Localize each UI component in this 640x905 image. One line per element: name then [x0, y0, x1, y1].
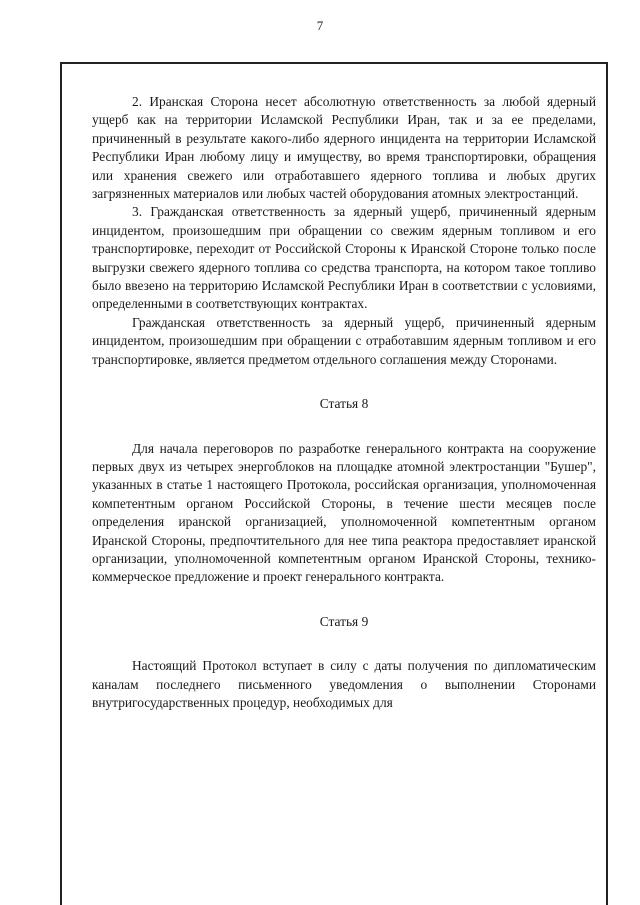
paragraph-3: 3. Гражданская ответственность за ядерный ущерб, причиненный ядерным инцидентом, произошедшим при обращении со свежим ядерным топливом и его транспортировке, переходит от Российской Стороны к Иранской Стороне только после выгрузки свежего ядерного топлива со средства транспорта, на котором такое топливо было ввезено на территорию Исламской Республики Иран в соответствии с условиями, определенными в соответствующих контрактах.	[92, 204, 596, 312]
paragraph-2: 2. Иранская Сторона несет абсолютную ответственность за любой ядерный ущерб как на территории Исламской Республики Иран, так и за ее пределами, причиненный в результате какого-либо ядерного инцидента на территории Исламской Республики Иран любому лицу и имуществу, во время транспортировки, обращения или хранения свежего или отработавшего ядерного топлива и любых других загрязненных материалов или любых частей оборудования атомных электростанций.	[92, 94, 596, 202]
page-frame-top-border	[60, 62, 608, 64]
article-9-text: Настоящий Протокол вступает в силу с даты получения по дипломатическим каналам последнего письменного уведомления о выполнении Сторонами внутригосударственных процедур, необходимых для	[92, 658, 596, 710]
article-8-heading: Статья 8	[319, 396, 369, 412]
page-frame-right-border	[606, 62, 608, 905]
document-body	[92, 93, 596, 712]
page-frame-left-border	[60, 62, 62, 905]
article-8-text: Для начала переговоров по разработке генерального контракта на сооружение первых двух из четырех энергоблоков на площадке атомной электростанции "Бушер", указанных в статье 1 настоящего Протокола, российская организация, уполномоченная компетентным органом Российской Стороны, в течение шести месяцев после определения иранской организацией, уполномоченной компетентным органом Иранской Стороны, предпочтительного для нее типа реактора предоставляет иранской организации, уполномоченной компетентным органом Иранской Стороны, технико-коммерческое предложение и проект генерального контракта.	[92, 440, 596, 585]
page-number: 7	[316, 18, 324, 33]
article-9-heading: Статья 9	[319, 613, 369, 629]
paragraph-civil-liability-spent-fuel: Гражданская ответственность за ядерный ущерб, причиненный ядерным инцидентом, произошедшим при обращении с отработавшим ядерным топливом и его транспортировке, является предметом отдельного соглашения между Сторонами.	[92, 314, 596, 367]
